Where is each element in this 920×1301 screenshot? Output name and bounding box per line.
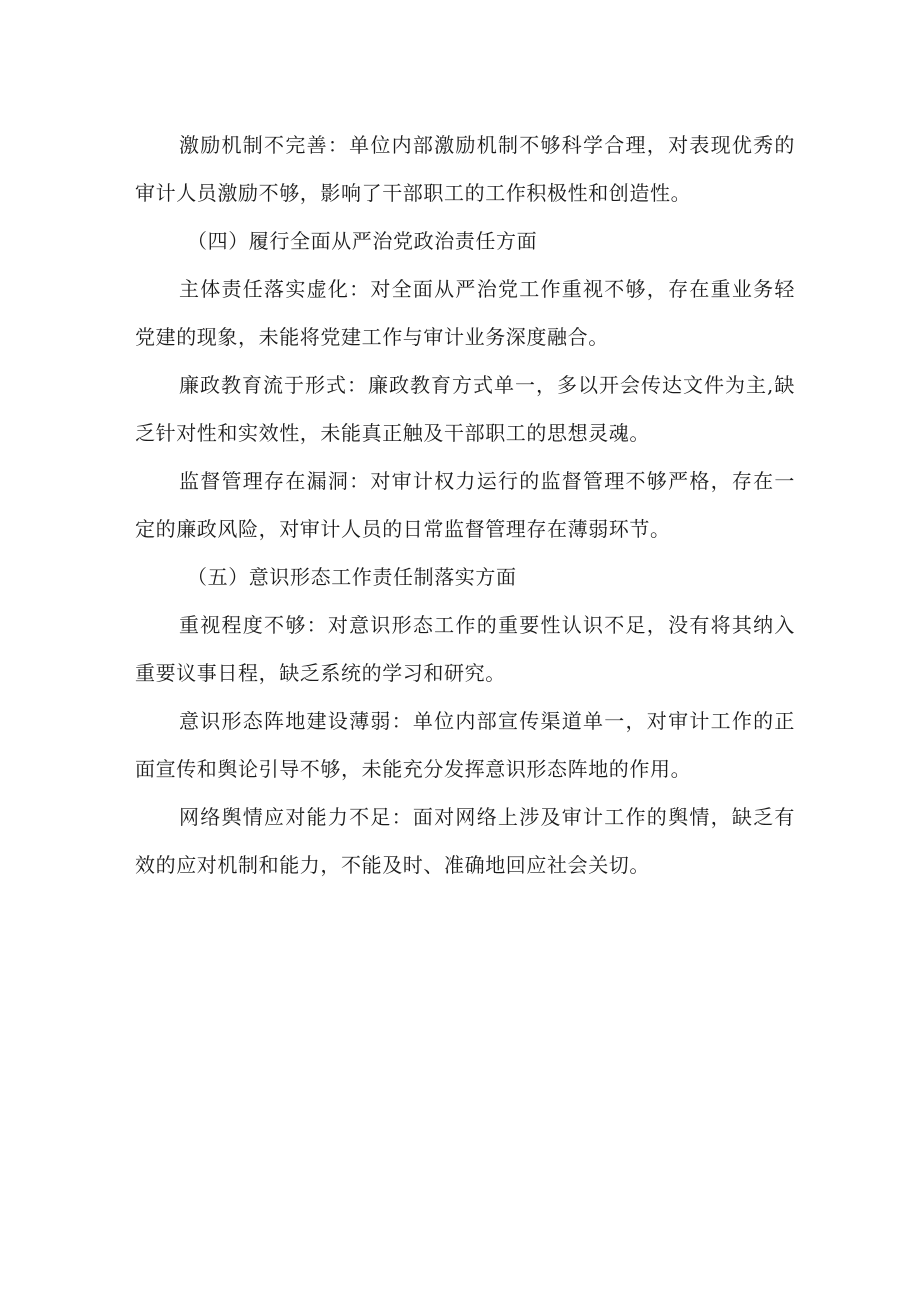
section-heading-ideology: （五）意识形态工作责任制落实方面	[187, 565, 517, 589]
paragraph-supervision-management: 监督管理存在漏洞：对审计权力运行的监督管理不够严格，存在一定的廉政风险，对审计人员的日常监督管理存在薄弱环节。	[135, 469, 795, 541]
section-heading-party-discipline: （四）履行全面从严治党政治责任方面	[187, 229, 538, 253]
paragraph-incentive-mechanism: 激励机制不完善：单位内部激励机制不够科学合理，对表现优秀的审计人员激励不够，影响了干部职工的工作积极性和创造性。	[135, 133, 795, 205]
paragraph-integrity-education: 廉政教育流于形式：廉政教育方式单一，多以开会传达文件为主,缺乏针对性和实效性，未能真正触及干部职工的思想灵魂。	[135, 373, 795, 445]
paragraph-online-opinion: 网络舆情应对能力不足：面对网络上涉及审计工作的舆情，缺乏有效的应对机制和能力，不能及时、准确地回应社会关切。	[135, 805, 795, 877]
paragraph-attention-level: 重视程度不够：对意识形态工作的重要性认识不足，没有将其纳入重要议事日程，缺乏系统的学习和研究。	[135, 613, 795, 685]
paragraph-ideology-platform: 意识形态阵地建设薄弱：单位内部宣传渠道单一，对审计工作的正面宣传和舆论引导不够，未能充分发挥意识形态阵地的作用。	[135, 709, 795, 781]
paragraph-main-responsibility: 主体责任落实虚化：对全面从严治党工作重视不够，存在重业务轻党建的现象，未能将党建工作与审计业务深度融合。	[135, 277, 795, 349]
document-body	[135, 121, 795, 889]
